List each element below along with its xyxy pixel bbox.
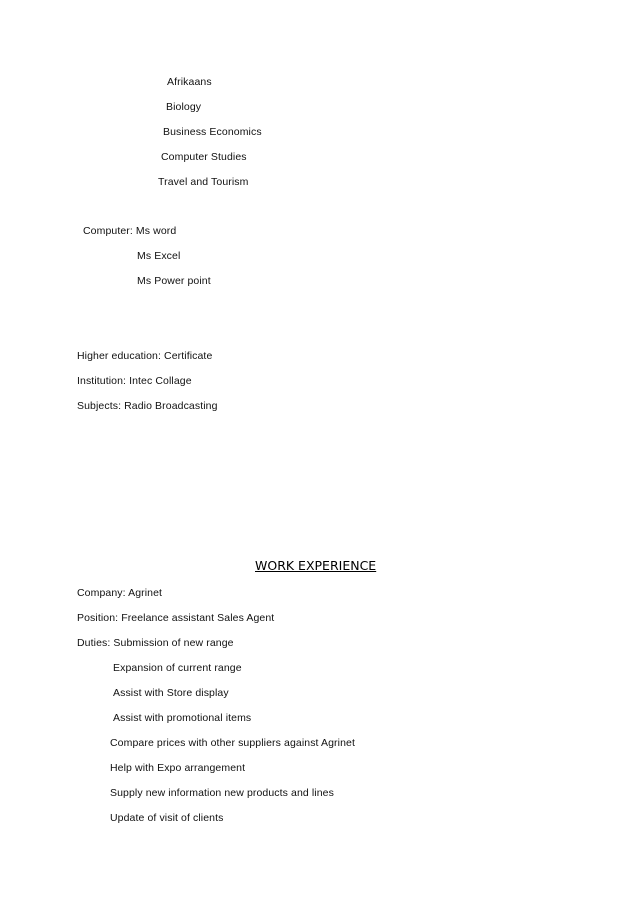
subject-item: Business Economics <box>163 126 262 138</box>
duties-label-line: Duties: Submission of new range <box>77 637 234 649</box>
duty-item: Expansion of current range <box>113 662 242 674</box>
duty-item: Assist with Store display <box>113 687 229 699</box>
higher-education-line: Higher education: Certificate <box>77 350 213 362</box>
subject-item: Computer Studies <box>161 151 247 163</box>
duty-item: Update of visit of clients <box>110 812 224 824</box>
work-experience-heading: WORK EXPERIENCE <box>255 558 377 573</box>
company-line: Company: Agrinet <box>77 587 163 599</box>
institution-line: Institution: Intec Collage <box>77 375 192 387</box>
subject-item: Travel and Tourism <box>158 176 249 188</box>
computer-skill-item: Ms Power point <box>137 275 211 287</box>
subject-item: Biology <box>166 101 202 113</box>
duty-item: Assist with promotional items <box>113 712 252 724</box>
computer-skill-item: Ms Excel <box>137 250 181 262</box>
position-line: Position: Freelance assistant Sales Agent <box>77 612 275 624</box>
duty-item: Help with Expo arrangement <box>110 762 246 774</box>
higher-education-subjects-line: Subjects: Radio Broadcasting <box>77 400 218 412</box>
duty-item: Supply new information new products and lines <box>110 787 334 799</box>
computer-skills-label: Computer: Ms word <box>83 225 177 237</box>
subject-item: Afrikaans <box>167 76 212 88</box>
duty-item: Compare prices with other suppliers against Agrinet <box>110 737 355 749</box>
